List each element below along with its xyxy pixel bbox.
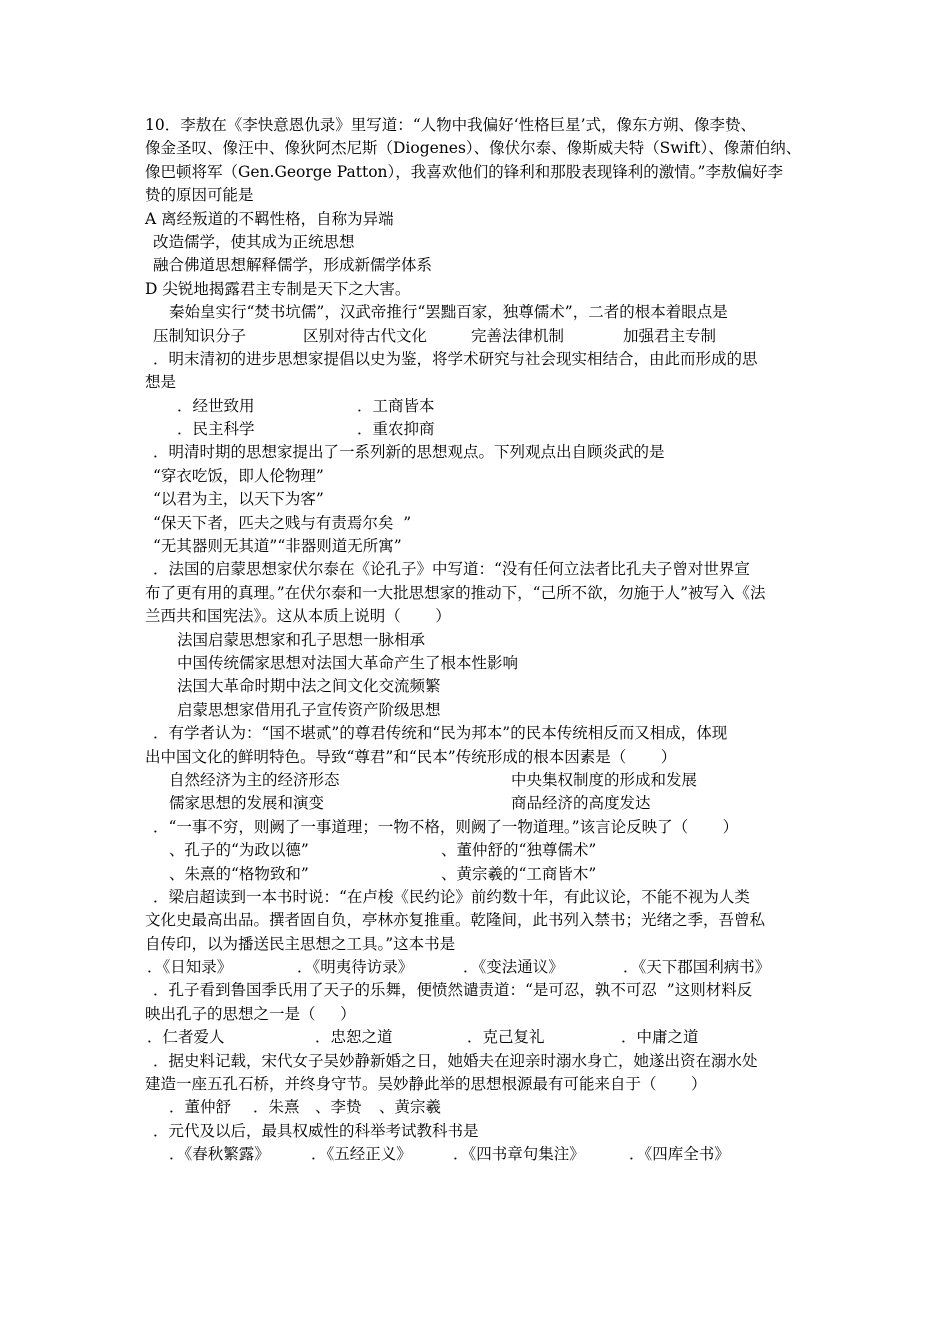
question-16-stem: ．“一事不穷，则阙了一事道理；一物不格，则阙了一物道理。”该言论反映了（ ） xyxy=(153,817,739,836)
option-a[interactable]: 自然经济为主的经济形态 xyxy=(169,770,340,789)
question-10 xyxy=(145,114,815,208)
question-15-stem: 出中国文化的鲜明特色。导致“尊君”和“民本”传统形成的根本因素是（ ） xyxy=(145,747,677,766)
question-15-stem: ．有学者认为：“国不堪贰”的尊君传统和“民为邦本”的民本传统相反而又相成，体现 xyxy=(153,724,728,743)
option-c[interactable]: 完善法律机制 xyxy=(471,326,565,345)
option-d[interactable]: 、黄宗羲 xyxy=(379,1098,442,1117)
option-c[interactable]: ．《变法通议》 xyxy=(463,958,564,977)
question-12-options xyxy=(145,418,815,441)
option-d[interactable]: ．中庸之道 xyxy=(621,1028,699,1047)
question-14-stem: 布了更有用的真理。”在伏尔泰和一大批思想家的推动下，“己所不欲，勿施于人”被写入《法 xyxy=(145,583,766,602)
option-c[interactable]: ．民主科学 xyxy=(177,420,255,439)
option-d[interactable]: D 尖锐地揭露君主专制是天下之大害。 xyxy=(145,279,411,298)
question-18-stem: 映出孔子的思想之一是（ ） xyxy=(145,1004,356,1023)
option-b[interactable]: ．工商皆本 xyxy=(357,396,435,415)
exam-page xyxy=(145,114,815,1167)
option-a[interactable]: “穿衣吃饭，即人伦物理” xyxy=(153,466,324,485)
question-text: 像金圣叹、像汪中、像狄阿杰尼斯（Diogenes）、像伏尔泰、像斯威夫特（Swift）、像萧伯纳、 xyxy=(145,139,802,158)
question-12-options xyxy=(145,395,815,418)
option-a[interactable]: ．董仲舒 xyxy=(169,1098,232,1117)
option-c[interactable]: ．《四书章句集注》 xyxy=(453,1145,585,1164)
option-d[interactable]: ．《四库全书》 xyxy=(629,1145,730,1164)
option-a[interactable]: ．《春秋繁露》 xyxy=(169,1145,270,1164)
question-19-stem: ．据史料记载，宋代女子吴妙静新婚之日，她婚夫在迎亲时溺水身亡，她遂出资在溺水处 xyxy=(153,1051,758,1070)
option-b[interactable]: 中央集权制度的形成和发展 xyxy=(511,770,698,789)
question-16-options xyxy=(145,839,815,862)
option-a[interactable]: 、孔子的“为政以德” xyxy=(169,841,309,860)
question-16-options xyxy=(145,863,815,886)
option-b[interactable]: “以君为主，以天下为客” xyxy=(153,490,324,509)
question-18-stem: ．孔子看到鲁国季氏用了天子的乐舞，便愤然谴责道：“是可忍，孰不可忍 ”这则材料反 xyxy=(153,981,753,1000)
option-b[interactable]: ．朱熹 xyxy=(253,1098,300,1117)
option-d[interactable]: 商品经济的高度发达 xyxy=(511,794,651,813)
question-14-stem: 兰西共和国宪法》。这从本质上说明（ ） xyxy=(145,607,451,626)
option-b[interactable]: 改造儒学，使其成为正统思想 xyxy=(153,232,355,251)
question-19-stem: 建造一座五孔石桥，并终身守节。吴妙静此举的思想根源最有可能来自于（ ） xyxy=(145,1075,707,1094)
option-b[interactable]: 区别对待古代文化 xyxy=(303,326,428,345)
question-11-options xyxy=(145,325,815,348)
option-c[interactable]: ．克己复礼 xyxy=(467,1028,545,1047)
option-b[interactable]: 中国传统儒家思想对法国大革命产生了根本性影响 xyxy=(177,653,519,672)
option-a[interactable]: ．仁者爱人 xyxy=(147,1028,225,1047)
option-d[interactable]: 、黄宗羲的“工商皆木” xyxy=(441,864,597,883)
question-text: 10．李敖在《李快意恩仇录》里写道：“人物中我偏好‘性格巨星’式，像东方朔、像李贽、 xyxy=(145,116,757,134)
question-14-stem: ．法国的启蒙思想家伏尔泰在《论孔子》中写道：“没有任何立法者比孔夫子曾对世界宣 xyxy=(153,560,750,579)
question-15-options xyxy=(145,792,815,815)
option-a[interactable]: 压制知识分子 xyxy=(153,326,247,345)
option-b[interactable]: ．《明夷待访录》 xyxy=(297,958,414,977)
option-c[interactable]: 法国大革命时期中法之间文化交流频繁 xyxy=(177,677,441,696)
question-text: 像巴顿将军（Gen.George Patton），我喜欢他们的锋利和那股表现锋利的激情。”李敖偏好李 xyxy=(145,162,783,181)
question-11-stem: 秦始皇实行“焚书坑儒”，汉武帝推行“罢黜百家，独尊儒术”，二者的根本着眼点是 xyxy=(169,303,728,322)
question-19-options xyxy=(145,1096,815,1119)
option-d[interactable]: 加强君主专制 xyxy=(623,326,717,345)
question-17-stem: ．梁启超读到一本书时说：“在卢梭《民约论》前约数十年，有此议论，不能不视为人类 xyxy=(153,887,750,906)
question-18-options xyxy=(145,1026,815,1049)
question-17-options xyxy=(145,956,815,979)
question-12-stem: 想是 xyxy=(145,373,177,392)
question-15-options xyxy=(145,769,815,792)
question-text: 贽的原因可能是 xyxy=(145,186,254,205)
option-a[interactable]: ．《日知录》 xyxy=(147,958,233,977)
option-c[interactable]: 融合佛道思想解释儒学，形成新儒学体系 xyxy=(153,256,433,275)
option-d[interactable]: ．重农抑商 xyxy=(357,420,435,439)
option-a[interactable]: A 离经叛道的不羁性格，自称为异端 xyxy=(145,209,394,228)
option-a[interactable]: 法国启蒙思想家和孔子思想一脉相承 xyxy=(177,630,426,649)
option-b[interactable]: ．《五经正义》 xyxy=(311,1145,412,1164)
option-d[interactable]: “无其器则无其道”“非器则道无所寓” xyxy=(153,537,402,556)
option-a[interactable]: ．经世致用 xyxy=(177,396,255,415)
question-12-stem: ．明末清初的进步思想家提倡以史为鉴，将学术研究与社会现实相结合，由此而形成的思 xyxy=(153,349,758,368)
option-d[interactable]: ．《天下郡国利病书》 xyxy=(623,958,771,977)
option-c[interactable]: 、李贽 xyxy=(315,1098,362,1117)
option-b[interactable]: 、董仲舒的“独尊儒术” xyxy=(441,841,597,860)
question-20-options xyxy=(145,1143,815,1166)
question-20-stem: ．元代及以后，最具权威性的科举考试教科书是 xyxy=(153,1121,479,1140)
question-17-stem: 文化史最高出品。撰者固自负，亭林亦复推重。乾隆间，此书列入禁书；光绪之季，吾曾私 xyxy=(145,911,766,930)
question-17-stem: 自传印，以为播送民主思想之工具。”这本书是 xyxy=(145,934,456,953)
option-b[interactable]: ．忠恕之道 xyxy=(315,1028,393,1047)
option-d[interactable]: 启蒙思想家借用孔子宣传资产阶级思想 xyxy=(177,700,441,719)
option-c[interactable]: 儒家思想的发展和演变 xyxy=(169,794,325,813)
option-c[interactable]: “保天下者，匹夫之贱与有责焉尔矣 ” xyxy=(153,513,412,532)
option-c[interactable]: 、朱熹的“格物致和” xyxy=(169,864,309,883)
question-13-stem: ．明清时期的思想家提出了一系列新的思想观点。下列观点出自顾炎武的是 xyxy=(153,443,665,462)
